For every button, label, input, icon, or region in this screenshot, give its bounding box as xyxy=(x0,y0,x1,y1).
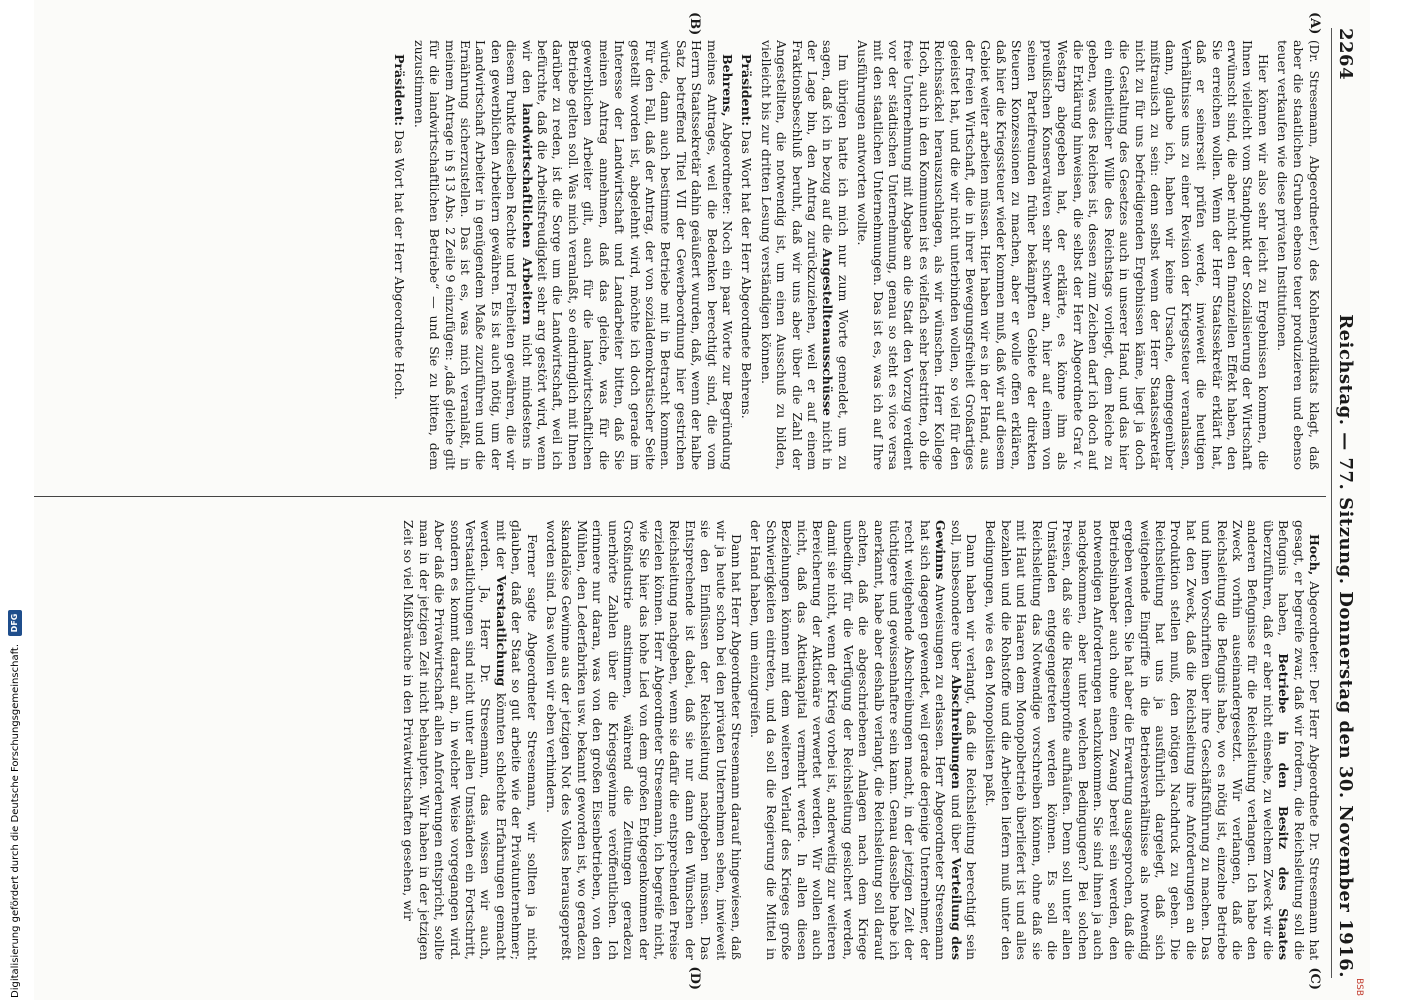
margin-marker-b: (B) xyxy=(687,12,702,36)
emphasis-term: Verstaatlichung xyxy=(493,575,509,687)
emphasis-term: Abschreibungen xyxy=(948,674,964,790)
margin-marker-a: (A) xyxy=(1307,12,1322,35)
paragraph-text: könnten schlechte Erfahrungen gemacht werden. Ja, Herr Dr. Stresemann, das wissen wir auch, Verstaatlichungen sind nicht unter allen Umständen ein Fortschritt, sondern es kommt darauf an, in welcher Weise vorgegangen wird. Aber daß die Privatwirtschaft allen Anforderungen entspricht, sollte man in der jetzigen Zeit nicht behaupten. Wir haben in der jetzigen Zeit so viel Mißbräuche in den Privatwirtschaften gesehen, wir xyxy=(401,520,509,960)
column-divider xyxy=(14,496,1326,497)
library-stamp: BSB xyxy=(1354,978,1364,996)
paragraph-text: Abgeordneter: Der Herr Abgeordnete Dr. Stresemann hat gesagt, er begreife zwar, daß wir fordern, die Reichsleitung soll die Befugnis haben, xyxy=(1276,520,1322,960)
footer-strip xyxy=(0,0,34,1000)
page-number: 2264 xyxy=(1335,28,1356,81)
speaker-president: Präsident: xyxy=(739,54,755,127)
speaker-behrens: Behrens, xyxy=(719,54,735,117)
margin-marker-d: (D) xyxy=(687,966,702,990)
paragraph-text: Im übrigen hatte ich mich nur zum Worte gemeldet, um zu sagen, daß ich in bezug auf die xyxy=(820,40,851,470)
page-header xyxy=(1331,28,1356,978)
paragraph xyxy=(392,40,407,470)
emphasis-term: landwirtschaftlichen Arbeitern xyxy=(519,103,535,325)
paragraph xyxy=(401,520,540,960)
speaker-continued: (Dr. Stresemann, xyxy=(1307,40,1321,148)
speaker-role: Abgeordneter.) xyxy=(1307,155,1322,252)
paragraph xyxy=(1275,40,1322,470)
paragraph-text: Dann haben wir verlangt, daß die Reichsleitung berechtigt sein soll, insbesondere über xyxy=(948,520,980,960)
paragraph-text: Anweisungen zu erlassen. Herr Abgeordneter Stresemann hat sich dagegen gewendet, weil gerade derjenige Unternehmer, der recht weitgehende Abschreibungen macht, in der jetzigen Zeit der tüchtigere und gewissenhaftere sein kann. Genau dasselbe habe ich anerkannt, habe aber deshalb verlangt, die Reichsleitung soll darauf achten, daß die abgeschriebenen Anlagen nach dem Kriege unbedingt für die Verfügung der Reichsleitung gesichert werden, damit sie nicht, wenn der Krieg vorbei ist, anderweitig zur weiteren Bereicherung der Aktionäre verwertet werden. Wir wollen auch nicht, daß das Aktienkapital vermehrt werde. In allen diesen Beziehungen können mit dem weiteren Verlauf des Krieges große Schwierigkeiten eintreten, und da soll die Regierung die Mittel in der Hand haben, um einzugreifen. xyxy=(748,520,949,960)
speaker-hoch: Hoch, xyxy=(1307,534,1322,576)
emphasis-term: Verteilung des Gewinns xyxy=(933,520,964,960)
paragraph xyxy=(748,520,979,960)
paragraph-text: Dann hat Herr Abgeordneter Stresemann darauf hingewiesen, daß wir ja heute schon bei den privaten Unternehmen sehen, inwieweit sie den Einflüssen der Reichsleitung nachgeben müssen. Das Entsprechende ist dabei, daß sie nur dann den Wünschen der Reichsleitung nachgeben, wenn sie dafür die entsprechenden Preise erzielen können. Herr Abgeordneter Stresemann, ich begreife nicht, wie Sie hier das hohe Lied von dem großen Entgegenkommen der Großindustrie anstimmen, während die Zeitungen geradezu unerhörte Zahlen über die Kriegsgewinne veröffentlichen. Ich erinnere nur daran, was von den großen Eisenbetrieben, von den Mühlen, den Lederfabriken usw. bekannt geworden ist, wo geradezu skandalöse Gewinne aus der jetzigen Not des Volkes herausgepreßt worden sind. Das wollen wir eben verhindern. xyxy=(544,520,744,960)
left-column xyxy=(14,40,1322,470)
page-title: Reichstag. — 77. Sitzung. Donnerstag den 30. November 1916. xyxy=(1335,314,1356,978)
paragraph-text: Abgeordneter: Noch ein paar Worte zur Begründung meines Antrages, weil die Bedenken berechtigt sind, die vom Herrn Staatssekretär dahin geäußert wurden, daß, wenn der halbe Satz betreffend Titel VII der Gewerbeordnung hier gestrichen würde, dann auch bestimmte Betriebe mit in Betracht kommen. Für den Fall, daß der Antrag, der von sozialdemokratischer Seite gestellt worden ist, abgelehnt wird, möchte ich doch gerade im Interesse der Landwirtschaft und Landarbeiter bitten, daß Sie meinen Antrag annehmen, daß das gleiche, was für die gewerblichen Arbeiter gilt, auch für die landwirtschaftlichen Betriebe gelten soll. Was mich veranlaßt, so eindringlich mit Ihnen darüber zu reden, ist die Sorge um die Landwirtschaft, weil ich befürchte, daß die Arbeitsfreudigkeit sehr arg gestört wird, wenn wir den xyxy=(519,40,735,470)
funding-notice: Digitalisierung gefördert durch die Deutsche Forschungsgemeinschaft. xyxy=(9,643,21,998)
paragraph xyxy=(544,520,744,960)
paragraph-text: Das Wort hat der Herr Abgeordnete Behrens. xyxy=(739,130,755,419)
emphasis-term: Betriebe in den Besitz des Staates xyxy=(1276,653,1292,960)
paragraph-text: Ferner sagte Abgeordneter Stresemann, wir sollten ja nicht glauben, daß der Staat so gut arbeite wie der Privatunternehmer; mit der xyxy=(493,520,540,960)
footer xyxy=(8,38,22,998)
speaker-president: Präsident: xyxy=(392,54,408,127)
paragraph xyxy=(855,40,1271,470)
margin-marker-c: (C) xyxy=(1307,967,1322,990)
right-column xyxy=(14,520,1322,960)
paragraph-text: überzuführen, daß er aber nicht einsehe, zu welchem Zweck wir die anderen Befugnisse für die Reichsleitung verlangen. Ich habe den Zweck vorhin auseinandergesetzt. Wir verlangen, daß die Reichsleitung die Befugnis habe, wo es nötig ist, einzelne Betriebe und ihnen Vorschriften über ihre Geschäftsführung zu machen. Das hat den Zweck, daß die Reichsleitung ihre Anforderungen an die Produktion stellen muß, den nötigen Nachdruck zu geben. Die Reichsleitung hat uns ja ausführlich dargelegt, daß sich weitgehende Eingriffe in die Betriebsverhältnisse als notwendig ergeben werden. Sie hat aber die Erwartung ausgesprochen, daß die Betriebsinhaber auch ohne einen Zwang bereit sein werden, den notwendigen Anforderungen nachzukommen. Sie sind ihnen ja auch nachgekommen, aber unter welchen Bedingungen? Bei solchen Preisen, daß sie die Riesenprofite aufhäufen. Denn soll unter allen Umständen entgegengetreten werden können. Es soll die Reichsleitung das Notwendige vorschreiben können, ohne daß sie mit Haut und Haaren dem Monopolbetrieb überliefert ist und alles bezahlen und die Rohstoffe und die Arbeiten liefern muß unter den Bedingungen, wie es den Monopolisten paßt. xyxy=(983,520,1276,960)
paragraph-text: Hier können wir also sehr leicht zu Ergebnissen kommen, die Ihnen vielleicht vom Standpunkt der Sozialisierung der Wirtschaft erwünscht sind, die aber nicht den finanziellen Effekt haben, den Sie erreichen wollen. Wenn der Herr Staatssekretär erklärt hat, daß er seinerseit prüfen werde, inwieweit die heutigen Verhältnisse uns zu einer Revision der Kriegssteuer veranlassen, dann, glaube ich, haben wir keine Ursache, demgegenüber mißtrauisch zu sein: denn selbst wenn der Herr Staatssekretär nicht zu für uns befriedigenden Ergebnissen käme, liegt ja doch die Gestaltung des Gesetzes auch in unserer Hand, und das hier ein einheitlicher Wille des Reichstags vorliegt, dem Reiche zu geben, was des Reiches ist, dessen zum Zeichen darf ich doch auf die Erklärung hinweisen, die selbst der Herr Abgeordnete Graf v. Westarp abgegeben hat, der erklärte, es könne ihm als preußischen Konservativen sehr schwer an, hier auf einem von seinen Parteifreunden früher bekämpften Gebiete der direkten Steuern Konzessionen zu machen, aber er wolle offen erklären, daß hier die Kriegssteuer wieder kommen muß, daß wir auf diesem Gebiet weiter arbeiten müssen. Hier haben wir es in der Hand, aus der freien Wirtschaft, die in ihrer Bewegungsfreiheit Großartiges geleistet hat, und die wir nicht unterbinden wollen, so viel für den Reichssäckel herauszuschlagen, als wir wünschen. Herr Kollege Hoch, auch in den Kommunen ist es vielfach sehr bestritten, ob die freie Unternehmung mit Abgabe an die Stadt den Vorzug verdient vor der städtischen Unternehmung, genau so steht es vice versa mit den staatlichen Unternehmungen. Das ist es, was ich auf Ihre Ausführungen antworten wollte. xyxy=(855,40,1271,470)
paragraph-text: nicht in der Lage bin, den Antrag zurückzuziehen, weil er auf einem Fraktionsbeschluß beruht, daß wir uns aber über die Zahl der Angestellten, die notwendig ist, um einen Ausschuß zu bilden, vielleicht bis zur dritten Lesung verständigen können. xyxy=(758,40,836,470)
paragraph-text: des Kohlensyndikats klagt, daß aber die staatlichen Gruben ebenso teuer produzieren und ebenso teuer verkaufen wie diese privaten Institutionen. xyxy=(1275,40,1322,470)
paragraph xyxy=(411,40,735,470)
dfg-logo-icon: DFG xyxy=(8,610,22,636)
paragraph xyxy=(739,40,754,470)
emphasis-term: Angestelltenausschüsse xyxy=(820,248,836,416)
paragraph-text: und über xyxy=(948,794,964,853)
paragraph xyxy=(758,40,850,470)
paragraph xyxy=(983,520,1322,960)
paragraph-text: Das Wort hat der Herr Abgeordnete Hoch. xyxy=(392,130,408,400)
paragraph-text: nicht mindestens in diesem Punkte dieselben Rechte und Freiheiten gewähren, die wir den gewerblichen Arbeitern gewähren. Es ist auch nötig, um der Landwirtschaft Arbeiter in genügendem Maße zuzuführen und die Ernährung sicherzustellen. Das ist es, was mich veranlaßt, in meinem Antrage in § 13 Abs. 2 Zeile 9 einzufügen: „daß gleiche gilt für die landwirtschaftlichen Betriebe“ — und Sie zu bitten, dem zuzustimmen. xyxy=(411,40,535,470)
